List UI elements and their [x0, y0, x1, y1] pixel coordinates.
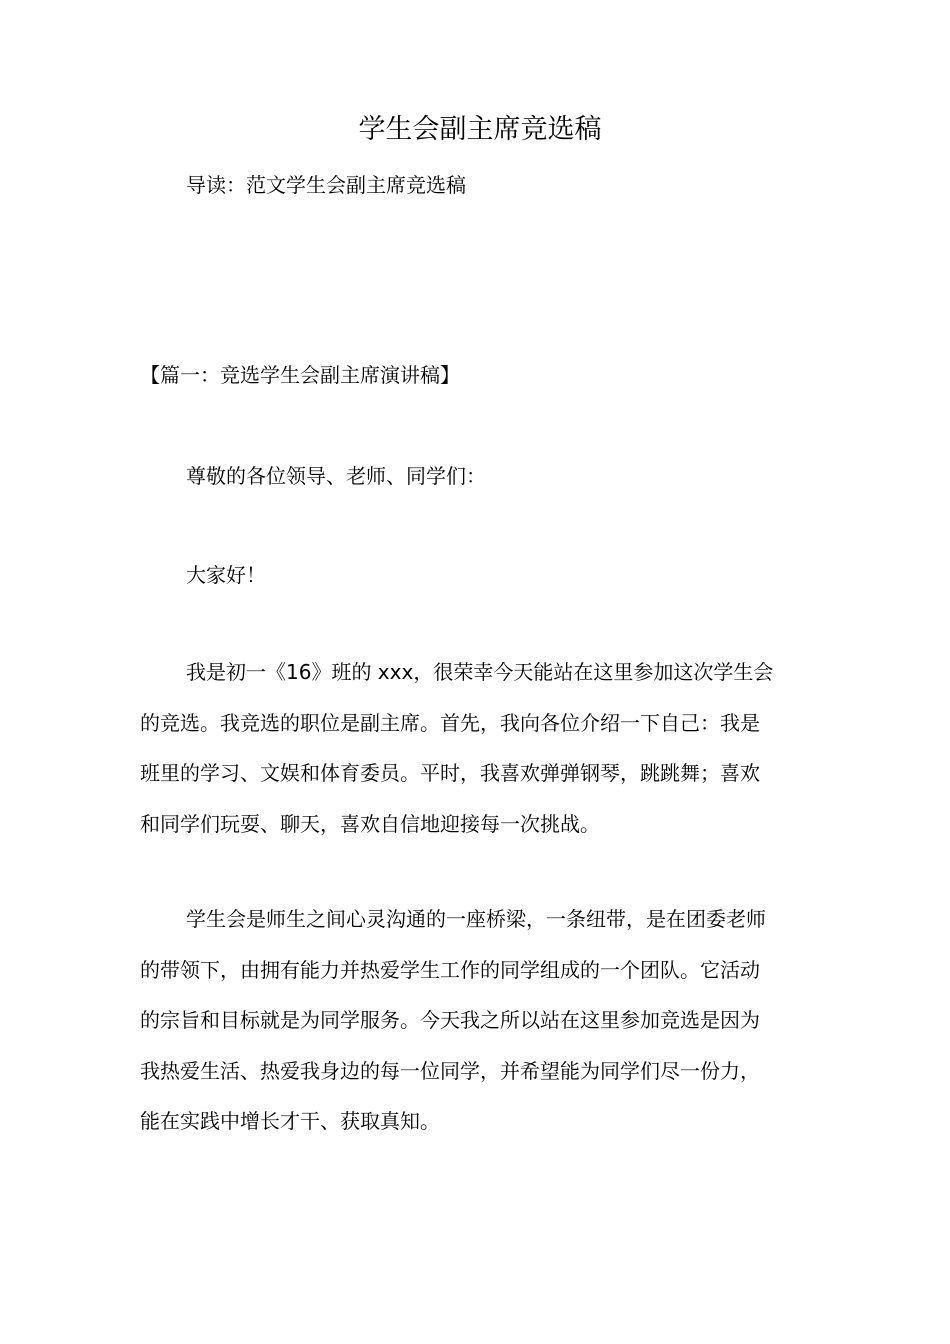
paragraph-line: 我是初一《16》班的 xxx，很荣幸今天能站在这里参加这次学生会 — [186, 660, 774, 684]
document-title: 学生会副主席竞选稿 — [358, 114, 602, 145]
paragraph-line: 我热爱生活、热爱我身边的每一位同学，并希望能为同学们尽一份力， — [140, 1058, 760, 1083]
paragraph-line: 能在实践中增长才干、获取真知。 — [140, 1109, 440, 1133]
paragraph-line: 和同学们玩耍、聊天，喜欢自信地迎接每一次挑战。 — [140, 811, 600, 836]
paragraph-student-union — [140, 894, 820, 1147]
paragraph-line: 的竞选。我竞选的职位是副主席。首先，我向各位介绍一下自己：我是 — [140, 710, 760, 735]
salutation: 尊敬的各位领导、老师、同学们： — [186, 464, 486, 488]
paragraph-line: 学生会是师生之间心灵沟通的一座桥梁，一条纽带，是在团委老师 — [186, 907, 766, 931]
greeting: 大家好！ — [186, 563, 266, 587]
paragraph-introduction — [140, 647, 820, 849]
paragraph-line: 班里的学习、文娱和体育委员。平时，我喜欢弹弹钢琴，跳跳舞；喜欢 — [140, 761, 760, 785]
section-heading: 【篇一：竞选学生会副主席演讲稿】 — [140, 363, 460, 387]
lead-text: 导读：范文学生会副主席竞选稿 — [186, 173, 466, 197]
paragraph-line: 的宗旨和目标就是为同学服务。今天我之所以站在这里参加竞选是因为 — [140, 1008, 760, 1032]
paragraph-line: 的带领下，由拥有能力并热爱学生工作的同学组成的一个团队。它活动 — [140, 957, 760, 982]
